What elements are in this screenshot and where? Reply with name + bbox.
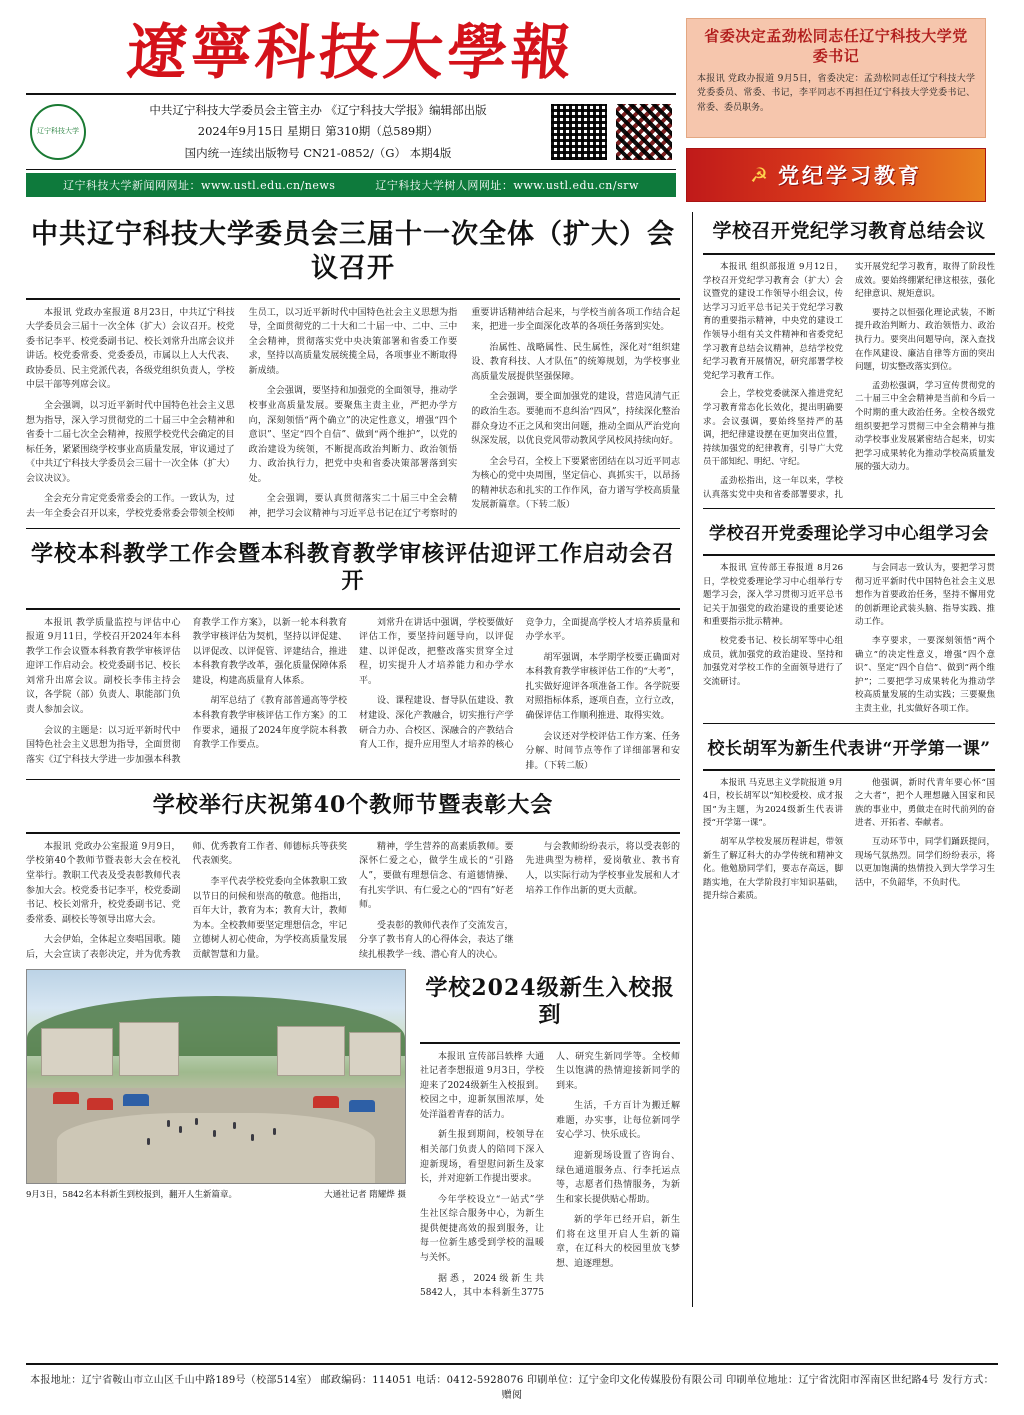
- paragraph: 据悉，2024级新生共5842人，其中本科新生3775人、研究生新同学等。全校师生以饱满的热情迎接新同学的到来。: [420, 1051, 680, 1299]
- paragraph: 本报讯 宣传部吕轶桦 大通社记者李想报道 9月3日，学校迎来了2024级新生入校报到。校园之中，迎新氛围浓厚，处处洋溢着青春的活力。: [420, 1051, 544, 1120]
- university-seal-icon: 辽宁科技大学: [30, 104, 86, 160]
- divider: [26, 528, 680, 529]
- person-shape: [233, 1122, 236, 1129]
- person-shape: [195, 1118, 198, 1125]
- qr-code-icon[interactable]: [550, 103, 608, 161]
- building-shape: [349, 1032, 401, 1076]
- paragraph: 孟劲松指出，这一年以来，学校认真落实党中央和省委部署要求，扎实开展党纪学习教育，取得了阶段性成效。要始终绷紧纪律这根弦，强化纪律意识、规矩意识。: [703, 262, 995, 500]
- side-article-discipline-summary: [703, 212, 995, 502]
- divider: [26, 779, 680, 780]
- page-title: 遼寧科技大學報: [124, 18, 578, 88]
- article-body: [703, 261, 995, 502]
- article-body: [26, 840, 680, 963]
- srw-site-link[interactable]: 辽宁科技大学树人网网址：www.ustl.edu.cn/srw: [375, 178, 639, 192]
- photo-block: [26, 969, 406, 1301]
- paragraph: 胡军总结了《教育部普通高等学校本科教育教学审核评估工作方案》的工作要求，通报了2024年度学院本科教育教学工作要点。: [192, 696, 347, 751]
- article-body: [703, 562, 995, 717]
- article-headline: 校长胡军为新生代表讲“开学第一课”: [707, 738, 991, 759]
- caption-text: 9月3日，5842名本科新生到校报到，翻开人生新篇章。: [26, 1189, 237, 1200]
- paragraph: 精神，学生营养的高素质教师。要深怀仁爱之心，做学生成长的“引路人”，要做有理想信念、有道德情操、有扎实学识、有仁爱之心的“四有”好老师。: [359, 841, 514, 911]
- article-headline: 中共辽宁科技大学委员会三届十一次全体（扩大）会议召开: [31, 219, 675, 284]
- masthead-right: [686, 18, 986, 202]
- article-headline: 学校召开党纪学习教育总结会议: [712, 220, 986, 242]
- article-body: [703, 777, 995, 904]
- paragraph: 全会号召，全校上下要紧密团结在以习近平同志为核心的党中央周围，坚定信心、真抓实干，以昂扬的精神状态和扎实的工作作风，奋力谱写学校高质量发展新篇章。（下转二版）: [471, 456, 680, 511]
- paragraph: 全会强调，以习近平新时代中国特色社会主义思想为指导，深入学习贯彻党的二十届三中全会精神和省委十二届七次全会精神，按照学校党代会确定的目标任务，紧紧围绕学校事业高质量发展，审议通过了《中共辽宁科技大学委员会三届十一次全体（扩大）会议决议》。: [26, 400, 235, 484]
- party-discipline-banner: [686, 148, 986, 202]
- paragraph: 胡军从学校发展历程讲起，带领新生了解辽科大的办学传统和精神文化。他勉励同学们，要志存高远，脚踏实地，在大学阶段打牢知识基础，提升综合素质。: [703, 837, 843, 902]
- page-footer: 本报地址：辽宁省鞍山市立山区千山中路189号（校部514室） 邮政编码：114051 电话：0412-5928076 印刷单位：辽宁金印文化传媒股份有限公司 印刷单位地址：辽宁省沈阳市浑南区世纪路4号 发行方式：赠阅: [26, 1363, 998, 1401]
- masthead-left: [26, 18, 676, 197]
- article-freshmen-text: [420, 969, 680, 1301]
- divider: [26, 608, 680, 610]
- divider: [703, 508, 995, 509]
- paragraph: 设、课程建设、督导队伍建设、教材建设、深化产教融合，切实推行产学研合力办、合校区、深融合的产教结合育人工作，提升应用型人才培养的核心竞争力，全面提高学校人才培养质量和办学水平。: [359, 617, 680, 751]
- paragraph: 刘常升在讲话中强调，学校要做好评估工作，要坚持问题导向，以评促建、以评促改，把整改落实贯穿全过程，切实提升人才培养能力和办学水平。: [359, 617, 514, 686]
- article-headline: 学校召开党委理论学习中心组学习会: [709, 524, 989, 545]
- paragraph: 本报讯 党政办公室报道 9月9日，学校第40个教师节暨表彰大会在校礼堂举行。教职工代表及受表彰教师代表参加大会。校党委书记李平，校党委副书记、校长刘常升，校党委副书记、党委常委、副校长等领导出席大会。: [26, 841, 181, 925]
- paragraph: 校党委书记、校长胡军等中心组成员，就加强党的政治建设、坚持和加强党对学校工作的全面领导进行了交流研讨。: [703, 636, 843, 687]
- tent-shape: [53, 1092, 79, 1104]
- campus-photo: [26, 969, 406, 1184]
- divider: [703, 723, 995, 724]
- paragraph: 全会强调，要坚持和加强党的全面领导，推动学校事业高质量发展。要聚焦主责主业，严把办学方向，深刻领悟“两个确立”的决定性意义，增强“四个意识”、坚定“四个自信”、做到“两个维护”，以党的政治建设为统领，不断提高政治判断力、政治领悟力、政治执行力，把党中央和省委决策部署落到实处。: [248, 386, 458, 484]
- person-shape: [251, 1134, 254, 1141]
- article-teachers-day: [26, 779, 680, 962]
- divider: [420, 1042, 680, 1044]
- paragraph: 今年学校设立“一站式”学生社区综合服务中心，为新生提供便捷高效的报到服务，让每一位新生感受到学校的温暖与关怀。: [420, 1194, 544, 1264]
- paragraph: 要持之以恒强化理论武装，不断提升政治判断力、政治领悟力、政治执行力。要突出问题导向，深入查找在作风建设、廉洁自律等方面的突出问题，切实整改落实到位。: [855, 307, 995, 373]
- masthead-meta: [26, 93, 676, 170]
- masthead-meta-lines: [94, 100, 542, 164]
- building-shape: [277, 1026, 345, 1076]
- tent-shape: [313, 1096, 339, 1108]
- divider: [703, 554, 995, 556]
- paragraph: 受表彰的教师代表作了交流发言，分享了教书育人的心得体会，表达了继续扎根教学一线、潜心育人的决心。: [359, 920, 514, 960]
- lead-announcement-text: 本报讯 党政办报道 9月5日，省委决定：孟劲松同志任辽宁科技大学党委委员、常委、书记，李平同志不再担任辽宁科技大学党委书记、常委、委员职务。: [697, 74, 975, 113]
- person-shape: [179, 1126, 182, 1133]
- paragraph: 本报讯 组织部报道 9月12日，学校召开党纪学习教育会（扩大）会议暨党的建设工作领导小组会议，传达学习习近平总书记关于党纪学习教育的重要指示精神，中央党的建设工作领导小组有关文件精神和省委党纪学习教育总结会议精神，总结学校党纪学习教育开展情况，研究部署学校党纪学习教育工作。: [703, 262, 843, 381]
- side-article-theory-study: [703, 508, 995, 717]
- paragraph: 全会强调，要全面加强党的建设，营造风清气正的政治生态。要驰而不息纠治“四风”，持续深化整治群众身边不正之风和突出问题，推动全面从严治党向纵深发展，以优良党风带动教风学风校风持续向好。: [471, 392, 680, 447]
- article-headline: 学校本科教学工作会暨本科教育教学审核评估迎评工作启动会召开: [30, 540, 675, 595]
- caption-credit: 大通社记者 隋耀烨 摄: [324, 1189, 406, 1200]
- divider: [26, 298, 680, 300]
- divider: [26, 832, 680, 834]
- masthead: [26, 18, 998, 202]
- paragraph: 与会教师纷纷表示，将以受表彰的先进典型为榜样，爱岗敬业、教书育人，以实际行动为学校事业发展和人才培养工作作出新的更大贡献。: [525, 841, 680, 896]
- side-column: [692, 212, 995, 1307]
- article-headline: 学校举行庆祝第40个教师节暨表彰大会: [152, 792, 554, 819]
- divider: [703, 769, 995, 771]
- paragraph: 新的学年已经开启，新生们将在这里开启人生新的篇章，在辽科大的校园里放飞梦想、追逐理想。: [556, 1215, 680, 1270]
- lead-announcement-box: [686, 18, 986, 138]
- person-shape: [273, 1128, 276, 1135]
- paragraph: 本报讯 马克思主义学院报道 9月4日，校长胡军以“知校爱校、成才报国”为主题，为2024级新生代表讲授“开学第一课”。: [703, 777, 843, 829]
- person-shape: [167, 1120, 170, 1127]
- paragraph: 本报讯 党政办室报道 8月23日，中共辽宁科技大学委员会三届十一次全体（扩大）会议召开。校党委书记李平、校党委副书记、校长刘常升出席会议并讲话。校党委常委、党委委员，市属以上人大代表、政协委员、民主党派代表，各级党组织负责人，学校中层干部等列席会议。: [26, 307, 235, 391]
- paragraph: 与会同志一致认为，要把学习贯彻习近平新时代中国特色社会主义思想作为首要政治任务，坚持不懈用党的创新理论武装头脑、指导实践、推动工作。: [855, 563, 995, 628]
- paragraph: 会议的主题是：以习近平新时代中国特色社会主义思想为指导，全面贯彻落实《辽宁科技大学进一步加强本科教育教学工作方案》，以新一轮本科教育教学审核评估为契机，坚持以评促建、以评促改、以评促管、评建结合，推进本科教育教学改革，强化质量保障体系建设，构建高质量育人体系。: [26, 617, 347, 765]
- paragraph: 李平代表学校党委向全体教职工致以节日的问候和崇高的敬意。他指出，百年大计，教育为本；教育大计，教师为本。全校教师要坚定理想信念，牢记立德树人初心使命，为学校高质量发展贡献智慧和力量。: [192, 877, 347, 960]
- paragraph: 治属性、战略属性、民生属性，深化对“组织建设、教育科技、人才队伍”的统筹规划，为学校事业高质量发展提供坚强保障。: [471, 342, 680, 382]
- divider: [703, 253, 995, 255]
- building-shape: [41, 1028, 113, 1076]
- tent-shape: [349, 1100, 375, 1112]
- paragraph: 胡军强调，本学期学校要正确面对本科教育教学审核评估工作的“大考”，扎实做好迎评各项准备工作。各学院要对照指标体系，逐项自查，立行立改，确保评估工作顺利推进、取得实效。: [525, 652, 680, 722]
- qr-code-secondary-icon[interactable]: [616, 104, 672, 160]
- article-teaching-evaluation: [26, 528, 680, 774]
- paragraph: 本报讯 教学质量监控与评估中心报道 9月11日，学校召开2024年本科教学工作会议暨本科教育教学审核评估迎评工作启动会。校党委副书记、校长刘常升出席会议。副校长李伟主持会议，各学院（部）负责人、职能部门负责人参加会议。: [26, 617, 181, 716]
- article-headline: 学校2024级新生入校报到: [425, 974, 675, 1028]
- issue-date-line: 2024年9月15日 星期日 第310期（总589期）: [197, 124, 439, 139]
- tent-shape: [87, 1098, 113, 1110]
- paragraph: 互动环节中，同学们踊跃提问，现场气氛热烈。同学们纷纷表示，将以更加饱满的热情投入到大学学习生活中，不负韶华，不负时代。: [855, 837, 995, 888]
- article-body: [26, 616, 680, 774]
- tent-shape: [123, 1094, 149, 1106]
- publisher-line: 中共辽宁科技大学委员会主管主办 《辽宁科技大学报》编辑部出版: [149, 103, 487, 117]
- paragraph: 李亨要求，一要深刻领悟“两个确立”的决定性意义，增强“四个意识”、坚定“四个自信”、做到“两个维护”；二要把学习成果转化为推动学校高质量发展的生动实践；三要聚焦主责主业，扎实做好各项工作。: [855, 636, 995, 715]
- paragraph: 会议还对学校评估工作方案、任务分解、时间节点等作了详细部署和安排。（下转二版）: [525, 731, 680, 771]
- article-committee-plenary: [26, 212, 680, 522]
- lead-announcement-title: 省委决定孟劲松同志任辽宁科技大学党委书记: [704, 27, 968, 65]
- main-column: [26, 212, 680, 1307]
- photo-caption: [26, 1189, 406, 1203]
- person-shape: [213, 1130, 216, 1137]
- paragraph: 全会充分肯定党委常委会的工作。一致认为，过去一年全委会召开以来，学校党委常委会带领全校师生员工，以习近平新时代中国特色社会主义思想为指导，全面贯彻党的二十大和二十届一中、二中、三中全会精神，贯彻落实党中央决策部署和省委工作要求，坚持以高质量发展统揽全局，各项事业不断取得新成绩。: [26, 307, 458, 520]
- building-shape: [119, 1022, 179, 1076]
- article-body: [26, 306, 680, 522]
- article-freshmen-report: [26, 969, 680, 1301]
- paragraph: 新生报到期间，校领导在相关部门负责人的陪同下深入迎新现场，看望慰问新生及家长，并对迎新工作提出要求。: [420, 1130, 544, 1185]
- path-shape: [57, 1113, 375, 1183]
- hammer-sickle-icon: ☭: [750, 163, 768, 187]
- banner-title: 党纪学习教育: [777, 163, 922, 188]
- paragraph: 本报讯 宣传部王春报道 8月26日，学校党委理论学习中心组举行专题学习会，深入学习贯彻习近平总书记关于加强党的政治建设的重要论述和重要指示批示精神。: [703, 563, 843, 628]
- side-article-first-lesson: [703, 723, 995, 904]
- website-bar: [26, 173, 676, 197]
- person-shape: [147, 1138, 150, 1145]
- paragraph: 会上，学校党委就深入推进党纪学习教育常态化长效化，提出明确要求。会议强调，要始终坚持严的基调，把纪律建设摆在更加突出位置，持续加强党的纪律教育，引导广大党员干部知纪、明纪、守纪。: [703, 389, 843, 468]
- article-body: [420, 1050, 680, 1301]
- issn-line: 国内统一连续出版物号 CN21-0852/（G） 本期4版: [184, 145, 452, 160]
- paragraph: 全会强调，要认真贯彻落实二十届三中全会精神，把学习会议精神与习近平总书记在辽宁考察时的重要讲话精神结合起来，与学校当前各项工作结合起来，把进一步全面深化改革的各项任务落到实处。: [248, 307, 680, 520]
- paragraph: 他强调，新时代青年要心怀“国之大者”，把个人理想融入国家和民族的事业中，勇做走在时代前列的奋进者、开拓者、奉献者。: [855, 777, 995, 829]
- paragraph: 生活，千方百计为搬迁解难题，办实事，让每位新同学安心学习、快乐成长。: [556, 1101, 680, 1141]
- paragraph: 大会伊始，全体起立奏唱国歌。随后，大会宣读了表彰决定，并为优秀教师、优秀教育工作者、师德标兵等获奖代表颁奖。: [26, 841, 347, 960]
- paragraph: 迎新现场设置了咨询台、绿色通道服务点、行李托运点等，志愿者们热情服务，为新生和家长提供贴心帮助。: [556, 1150, 680, 1205]
- paragraph: 孟劲松强调，学习宣传贯彻党的二十届三中全会精神是当前和今后一个时期的重大政治任务。全校各级党组织要把学习贯彻三中全会精神与推动学校事业发展紧密结合起来，切实把学习成果转化为推动学校高质量发展的强大动力。: [855, 380, 995, 473]
- content-area: [26, 212, 998, 1307]
- news-site-link[interactable]: 辽宁科技大学新闻网网址：www.ustl.edu.cn/news: [63, 178, 336, 192]
